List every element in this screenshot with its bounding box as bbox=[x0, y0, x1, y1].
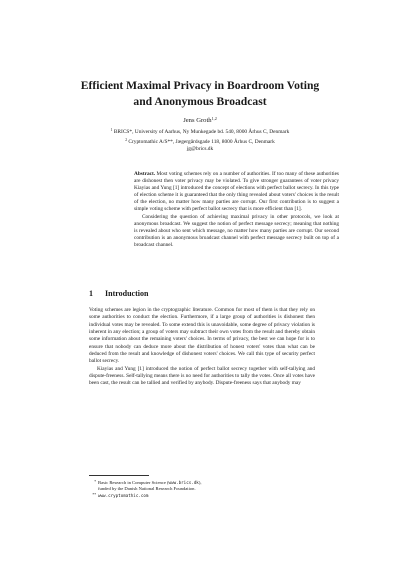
author-affiliation-marks: 1,2 bbox=[211, 116, 217, 121]
section-heading bbox=[89, 289, 148, 298]
footnote-1-text-a: Basic Research in Computer Science ( bbox=[98, 480, 169, 485]
affiliation-1-mark: 1 bbox=[110, 128, 113, 132]
author-line bbox=[40, 114, 360, 125]
abstract-paragraph-2: Considering the question of achieving maximal privacy in other protocols, we look at anonymous broadcast. We suggest the notion of perfect message secrecy; meaning that nothing is revealed about who sent which message, no matter how many parties are corrupt. Our second contribution is an anonymous broadcast channel with perfect message secrecy built on top of a broadcast channel. bbox=[134, 213, 339, 248]
author-name: Jens Groth bbox=[183, 117, 212, 124]
footnote-1-continuation: funded by the Danish National Research Foundation. bbox=[98, 486, 196, 492]
title-line-2: and Anonymous Broadcast bbox=[133, 95, 267, 108]
abstract-paragraph-1 bbox=[134, 171, 339, 214]
footnote-1-url[interactable]: www.brics.dk bbox=[168, 480, 199, 485]
abstract-text-1: Most voting schemes rely on a number of authorities. If too many of these authorities are dishonest then voter privacy may be violated. To give stronger guarantees of voter privacy Kiayias and Yung [1] introduced the concept of elections with perfect ballot secrecy. In this type of election scheme it is guaranteed that the only thing revealed about voters' choices is the result of the election, no matter how many parties are corrupt. Our first contribution is to suggest a simple voting scheme with perfect ballot secrecy that is more efficient than [1]. bbox=[134, 171, 339, 213]
section-number: 1 bbox=[89, 289, 93, 298]
affiliations bbox=[40, 127, 360, 154]
section-title: Introduction bbox=[105, 289, 149, 298]
abstract-heading: Abstract. bbox=[134, 171, 156, 177]
affiliation-2-text: Cryptomathic A/S**, Jægergårdsgade 118, 8000 Århus C, Denmark bbox=[128, 138, 275, 145]
footnote-1-text-b: ), bbox=[198, 480, 202, 485]
author-email: jg@brics.dk bbox=[186, 146, 214, 153]
footnotes bbox=[89, 479, 315, 500]
footnote-rule bbox=[89, 475, 149, 476]
body-text bbox=[89, 307, 315, 388]
footnote-1-mark: * bbox=[94, 480, 96, 484]
affiliation-2-mark: 2 bbox=[125, 137, 127, 142]
title-line-1: Efficient Maximal Privacy in Boardroom Voting bbox=[80, 79, 320, 92]
footnote-2 bbox=[89, 492, 315, 499]
affiliation-1-text: BRICS*, University of Aarhus, Ny Munkegade bd. 540, 8000 Århus C, Denmark bbox=[113, 129, 290, 135]
footnote-2-mark: ** bbox=[92, 493, 96, 498]
affiliation-2 bbox=[40, 137, 360, 147]
footnote-1 bbox=[89, 479, 315, 486]
body-paragraph-2: Kiayias and Yung [1] introduced the notion of perfect ballot secrecy together with self-tallying and dispute-freeness. Self-tallying means there is no need for authorities to tally the votes. Once all votes have been cast, the result can be tallied and verified by anybody. Dispute-freeness says that anybody may bbox=[89, 365, 315, 387]
affiliation-1 bbox=[40, 127, 360, 137]
paper-title bbox=[40, 78, 360, 110]
footnote-2-url[interactable]: www.cryptomathic.com bbox=[98, 493, 149, 499]
abstract bbox=[134, 171, 339, 249]
body-paragraph-1: Voting schemes are legion in the cryptographic literature. Common for most of them is that they rely on some authorities to conduct the election. Furthermore, if a large group of authorities is dishonest then individual votes may be revealed. To some extend this is unavoidable, some degree of privacy violation is inherent in any election; a group of voters may subtract their own votes from the result and thereby obtain some information about the remaining voters' choices. In terms of privacy, the best we can hope for is to ensure that nobody can deduce more about the distribution of honest voters' votes than what can be deduced from the result and knowledge of dishonest voters' choices. We call this type of security perfect ballot secrecy. bbox=[89, 307, 315, 365]
